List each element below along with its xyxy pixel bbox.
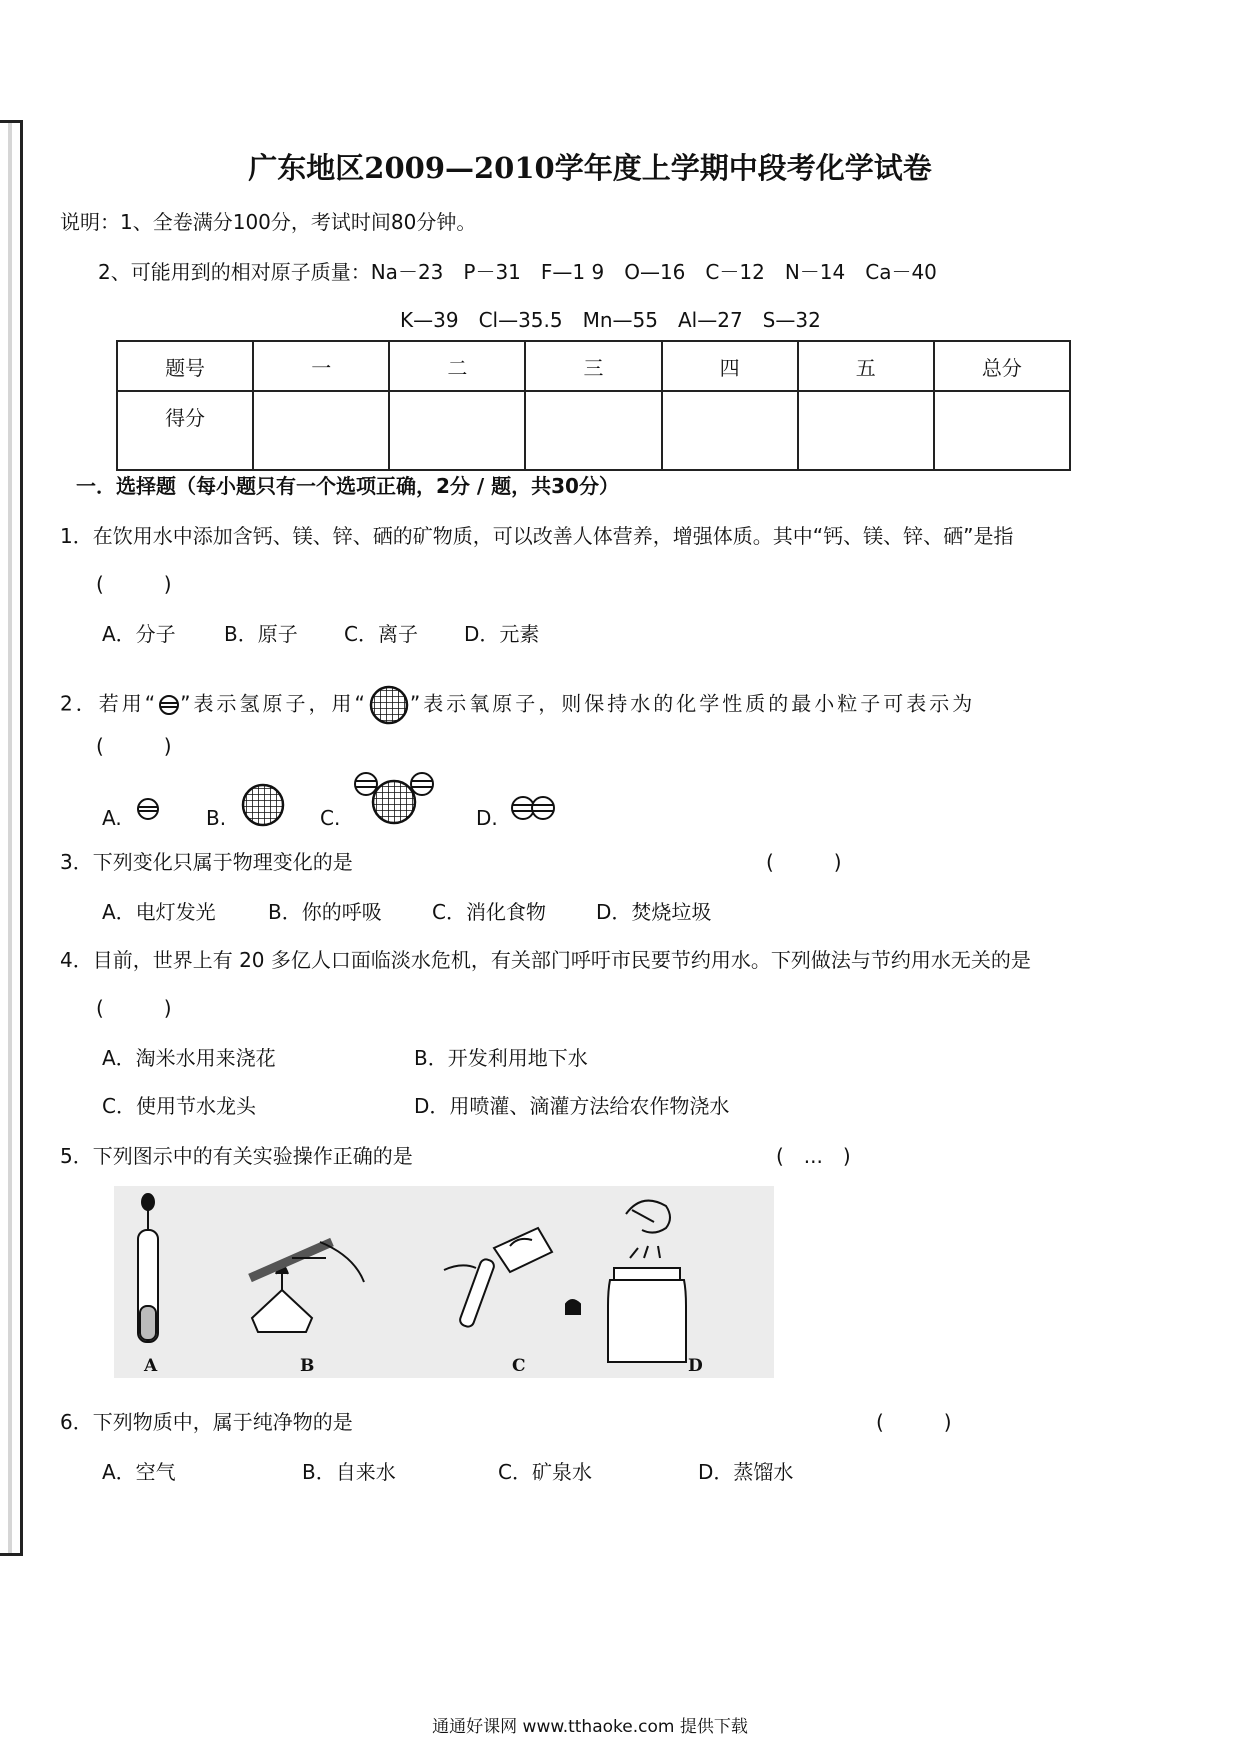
question-2-option-a-label: A. (102, 806, 122, 830)
score-header-cell: 总分 (934, 341, 1070, 391)
figure-label-a: A (144, 1356, 158, 1376)
figure-b-heating-test-tube (250, 1242, 364, 1332)
score-cell (934, 391, 1070, 470)
question-6-answer-paren: ( ) (876, 1410, 952, 1434)
question-1-answer-paren: ( ) (96, 572, 172, 596)
question-2-answer-paren: ( ) (96, 734, 172, 758)
lab-operation-drawings (114, 1186, 774, 1378)
question-6-stem: 6．下列物质中，属于纯净物的是 (60, 1410, 353, 1434)
question-5-stem: 5．下列图示中的有关实验操作正确的是 (60, 1144, 413, 1168)
page-footer: 通通好课网 www.tthaoke.com 提供下载 (432, 1717, 748, 1737)
hydrogen-atom-icon (158, 694, 180, 716)
figure-a-dropper-in-test-tube (138, 1194, 158, 1342)
score-header-cell: 题号 (117, 341, 253, 391)
question-3-option-d: D．焚烧垃圾 (596, 900, 712, 924)
question-2-stem-part-1: 2．若用“ (60, 691, 159, 716)
score-cell (253, 391, 389, 470)
question-4-option-a: A．淘米水用来浇花 (102, 1046, 276, 1070)
score-header-cell: 一 (253, 341, 389, 391)
question-2-stem-part-2: ”表示氢原子，用“ (180, 691, 368, 716)
score-cell (389, 391, 525, 470)
question-2-stem (60, 684, 975, 726)
question-6-option-a: A．空气 (102, 1460, 176, 1484)
question-3-option-b: B．你的呼吸 (268, 900, 382, 924)
note-line-3: K—39 Cl—35.5 Mn—55 Al—27 S—32 (400, 308, 821, 332)
question-2-option-d-label: D. (476, 806, 498, 830)
question-1-option-a: A．分子 (102, 622, 176, 646)
question-3-option-c: C．消化食物 (432, 900, 546, 924)
question-4-option-c: C．使用节水龙头 (102, 1094, 256, 1118)
question-2-option-b-label: B. (206, 806, 227, 830)
question-2-option-c-label: C. (320, 806, 341, 830)
question-3-answer-paren: ( ) (766, 850, 842, 874)
oxygen-atom-icon (368, 684, 410, 726)
section-1-heading: 一．选择题（每小题只有一个选项正确，2分 / 题，共30分） (76, 474, 619, 498)
figure-d-smelling-gas (608, 1201, 686, 1362)
question-1-option-c: C．离子 (344, 622, 418, 646)
note-line-1: 说明：1、全卷满分100分，考试时间80分钟。 (60, 210, 477, 234)
question-4-answer-paren: ( ) (96, 996, 172, 1020)
score-header-cell: 五 (798, 341, 934, 391)
question-3-stem: 3．下列变化只属于物理变化的是 (60, 850, 353, 874)
lab-operation-figure (114, 1186, 774, 1378)
score-header-cell: 二 (389, 341, 525, 391)
figure-label-d: D (688, 1356, 703, 1376)
question-4-option-d: D．用喷灌、滴灌方法给农作物浇水 (414, 1094, 730, 1118)
note-line-2: 2、可能用到的相对原子质量：Na－23 P－31 F—1 9 O—16 C－12 N－14 Ca－40 (98, 260, 937, 284)
option-b-oxygen-atom-icon (240, 782, 286, 828)
page-edge-border (0, 120, 23, 1556)
score-header-cell: 四 (662, 341, 798, 391)
score-cell (525, 391, 661, 470)
option-c-water-molecule-icon (352, 768, 436, 826)
score-cell (798, 391, 934, 470)
score-table-header-row (117, 341, 1070, 391)
question-4-stem: 4．目前，世界上有 20 多亿人口面临淡水危机，有关部门呼吁市民要节约用水。下列做法与节约用水无关的是 (60, 948, 1031, 972)
figure-label-b: B (300, 1356, 315, 1376)
option-a-hydrogen-atom-icon (136, 797, 160, 821)
exam-title: 广东地区2009—2010学年度上学期中段考化学试卷 (248, 151, 932, 185)
score-header-cell: 三 (525, 341, 661, 391)
score-cell (662, 391, 798, 470)
question-5-answer-paren: ( ... ) (776, 1144, 851, 1168)
question-3-option-a: A．电灯发光 (102, 900, 216, 924)
question-2-stem-part-3: ”表示氧原子，则保持水的化学性质的最小粒子可表示为 (409, 691, 976, 716)
question-1-option-b: B．原子 (224, 622, 298, 646)
question-6-option-b: B．自来水 (302, 1460, 396, 1484)
question-1-stem: 1．在饮用水中添加含钙、镁、锌、硒的矿物质，可以改善人体营养，增强体质。其中“钙、镁、锌、硒”是指 (60, 524, 1014, 548)
score-row-label: 得分 (117, 391, 253, 470)
question-4-option-b: B．开发利用地下水 (414, 1046, 588, 1070)
option-d-hydrogen-molecule-icon (510, 795, 556, 821)
question-1-option-d: D．元素 (464, 622, 540, 646)
score-table (116, 340, 1071, 471)
question-6-option-c: C．矿泉水 (498, 1460, 592, 1484)
figure-label-c: C (512, 1356, 526, 1376)
question-6-option-d: D．蒸馏水 (698, 1460, 794, 1484)
score-table-score-row (117, 391, 1070, 470)
figure-c-pouring-liquid (444, 1228, 580, 1328)
